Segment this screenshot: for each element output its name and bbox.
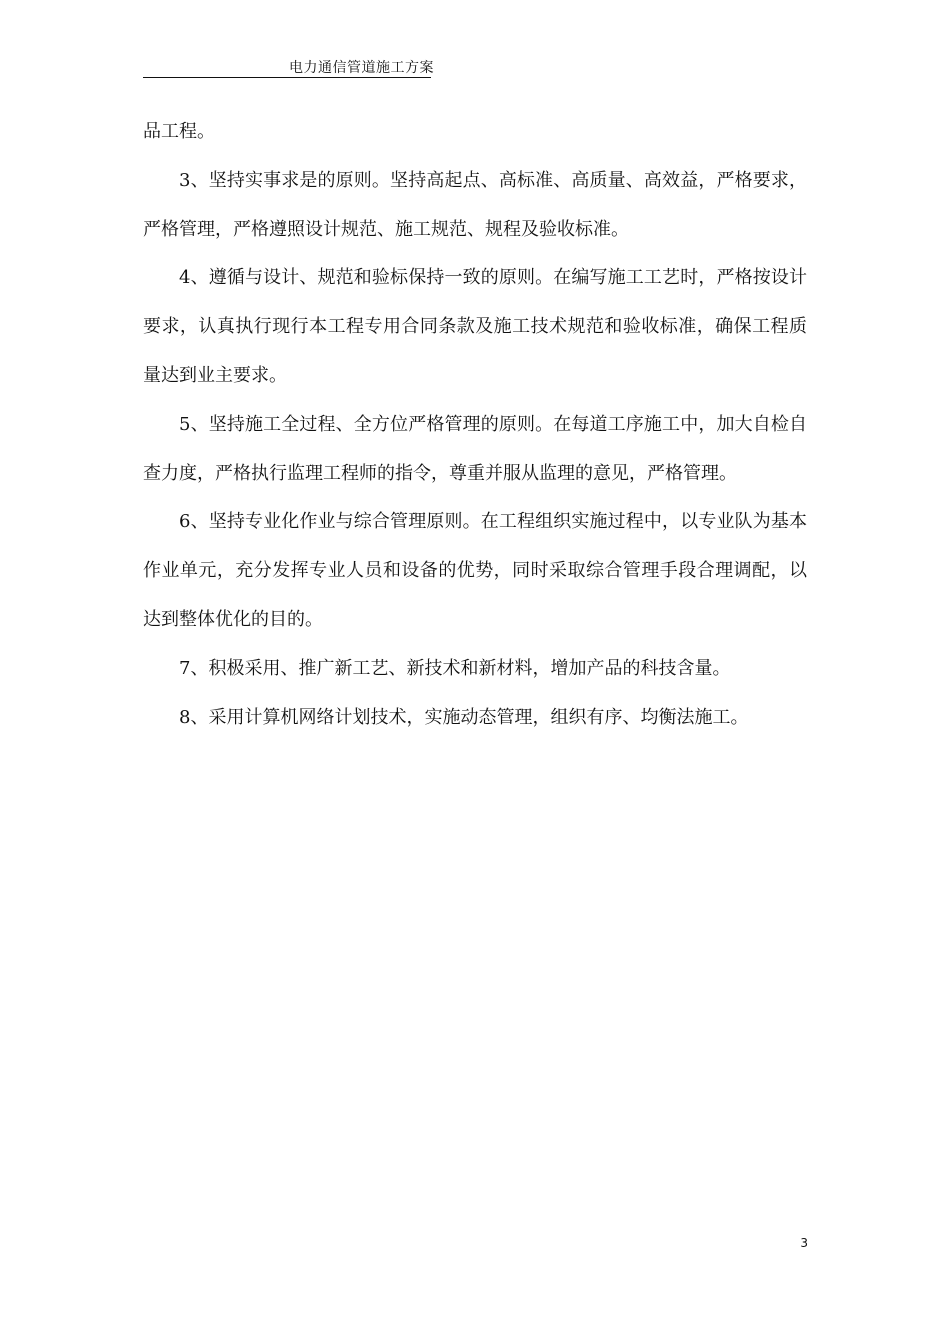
paragraph-continued: 品工程。	[143, 121, 215, 142]
page-number: 3	[800, 1236, 808, 1250]
header-rule	[143, 77, 431, 78]
paragraph-principle-7: 7、积极采用、推广新工艺、新技术和新材料，增加产品的科技含量。	[179, 657, 731, 679]
header-title: 电力通信管道施工方案	[289, 60, 434, 76]
page-header	[143, 58, 807, 80]
paragraph-principle-8: 8、采用计算机网络计划技术，实施动态管理，组织有序、均衡法施工。	[179, 706, 749, 728]
paragraph-principle-6: 6、坚持专业化作业与综合管理原则。在工程组织实施过程中，以专业队为基本作业单元，充分发挥专业人员和设备的优势，同时采取综合管理手段合理调配，以达到整体优化的目的。	[143, 511, 807, 630]
paragraph-principle-5: 5、坚持施工全过程、全方位严格管理的原则。在每道工序施工中，加大自检自查力度，严格执行监理工程师的指令，尊重并服从监理的意见，严格管理。	[143, 413, 807, 484]
paragraph-principle-3: 3、坚持实事求是的原则。坚持高起点、高标准、高质量、高效益，严格要求，严格管理，严格遵照设计规范、施工规范、规程及验收标准。	[143, 169, 807, 240]
body-text	[143, 108, 807, 742]
paragraph-principle-4: 4、遵循与设计、规范和验标保持一致的原则。在编写施工工艺时，严格按设计要求，认真执行现行本工程专用合同条款及施工技术规范和验收标准，确保工程质量达到业主要求。	[143, 267, 807, 386]
